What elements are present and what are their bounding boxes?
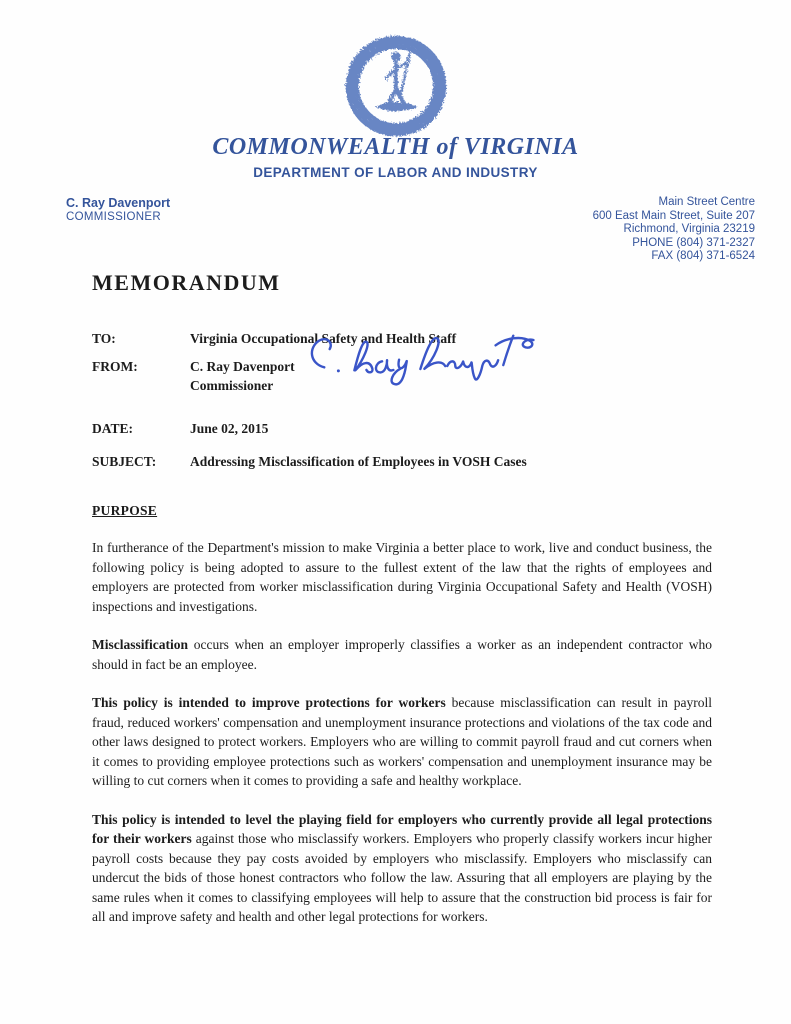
paragraph-lead: Misclassification <box>92 637 188 652</box>
from-label: FROM: <box>92 359 138 374</box>
paragraph-text: because misclassification can result in payroll fraud, reduced workers' compensation and unemployment insurance protections and violations of the tax code and other laws designed to protect workers. Employers who are willing to commit payroll fraud and cut corners when it comes to providing employee protections such as workers' compensation and unemployment insurance may be willing to cut corners when it comes to providing a safe and healthy workplace. <box>92 695 712 788</box>
memo-field-subject <box>92 452 732 471</box>
from-value <box>190 357 295 395</box>
body-paragraph-1 <box>92 538 712 616</box>
address-line: Richmond, Virginia 23219 <box>623 223 755 235</box>
from-title: Commissioner <box>190 378 274 393</box>
signature-script <box>299 322 541 394</box>
body-paragraph-4 <box>92 810 712 927</box>
commissioner-block <box>66 196 170 224</box>
org-name: COMMONWEALTH of VIRGINIA <box>212 134 579 160</box>
date-value: June 02, 2015 <box>190 421 269 436</box>
date-label: DATE: <box>92 421 134 436</box>
section-heading-purpose: PURPOSE <box>92 503 158 518</box>
paragraph-text: against those who misclassify workers. Employers who properly classify workers incur higher payroll costs because they pay costs avoided by employers who misclassify. Employers who misclassify can undercut the bids of those honest contractors who follow the law. Assuring that all employers are playing by the same rules when it comes to classifying employees will help to assure that the construction bid process is fair for all and improve safety and health and other legal protections for workers. <box>92 831 712 924</box>
body-paragraph-3 <box>92 693 712 791</box>
subject-label: SUBJECT: <box>92 454 157 469</box>
address-block <box>593 196 755 264</box>
paragraph-lead: This policy is intended to improve protections for workers <box>92 695 446 710</box>
memo-title: MEMORANDUM <box>92 270 281 295</box>
dept-name: DEPARTMENT OF LABOR AND INDUSTRY <box>253 165 538 180</box>
address-line: 600 East Main Street, Suite 207 <box>592 209 755 222</box>
subject-value: Addressing Misclassification of Employees in VOSH Cases <box>190 454 527 469</box>
to-label: TO: <box>92 331 116 346</box>
paragraph-text: In furtherance of the Department's mission to make Virginia a better place to work, live and conduct business, the following policy is being adopted to assure to the fullest extent of the law that the rights of employees and employers are protected from worker misclassification during Virginia Occupational Safety and Health (VOSH) inspections and investigations. <box>92 540 712 614</box>
commissioner-name: C. Ray Davenport <box>66 196 171 210</box>
commissioner-title: COMMISSIONER <box>66 211 161 223</box>
address-line: PHONE (804) 371-2327 <box>632 236 755 249</box>
paragraph-lead: This policy is intended to level the playing field for employers who currently provide all legal protections for their workers <box>92 811 712 846</box>
to-value: Virginia Occupational Safety and Health Staff <box>190 331 457 346</box>
address-line: Main Street Centre <box>658 196 755 208</box>
paragraph-text: occurs when an employer improperly classifies a worker as an independent contractor who should in fact be an employee. <box>92 637 712 672</box>
body-paragraph-2 <box>92 635 712 674</box>
virginia-seal-icon <box>339 30 453 144</box>
address-line: FAX (804) 371-6524 <box>651 250 755 262</box>
memo-body <box>92 503 712 927</box>
memo-field-date <box>92 419 732 438</box>
from-name: C. Ray Davenport <box>190 359 295 374</box>
